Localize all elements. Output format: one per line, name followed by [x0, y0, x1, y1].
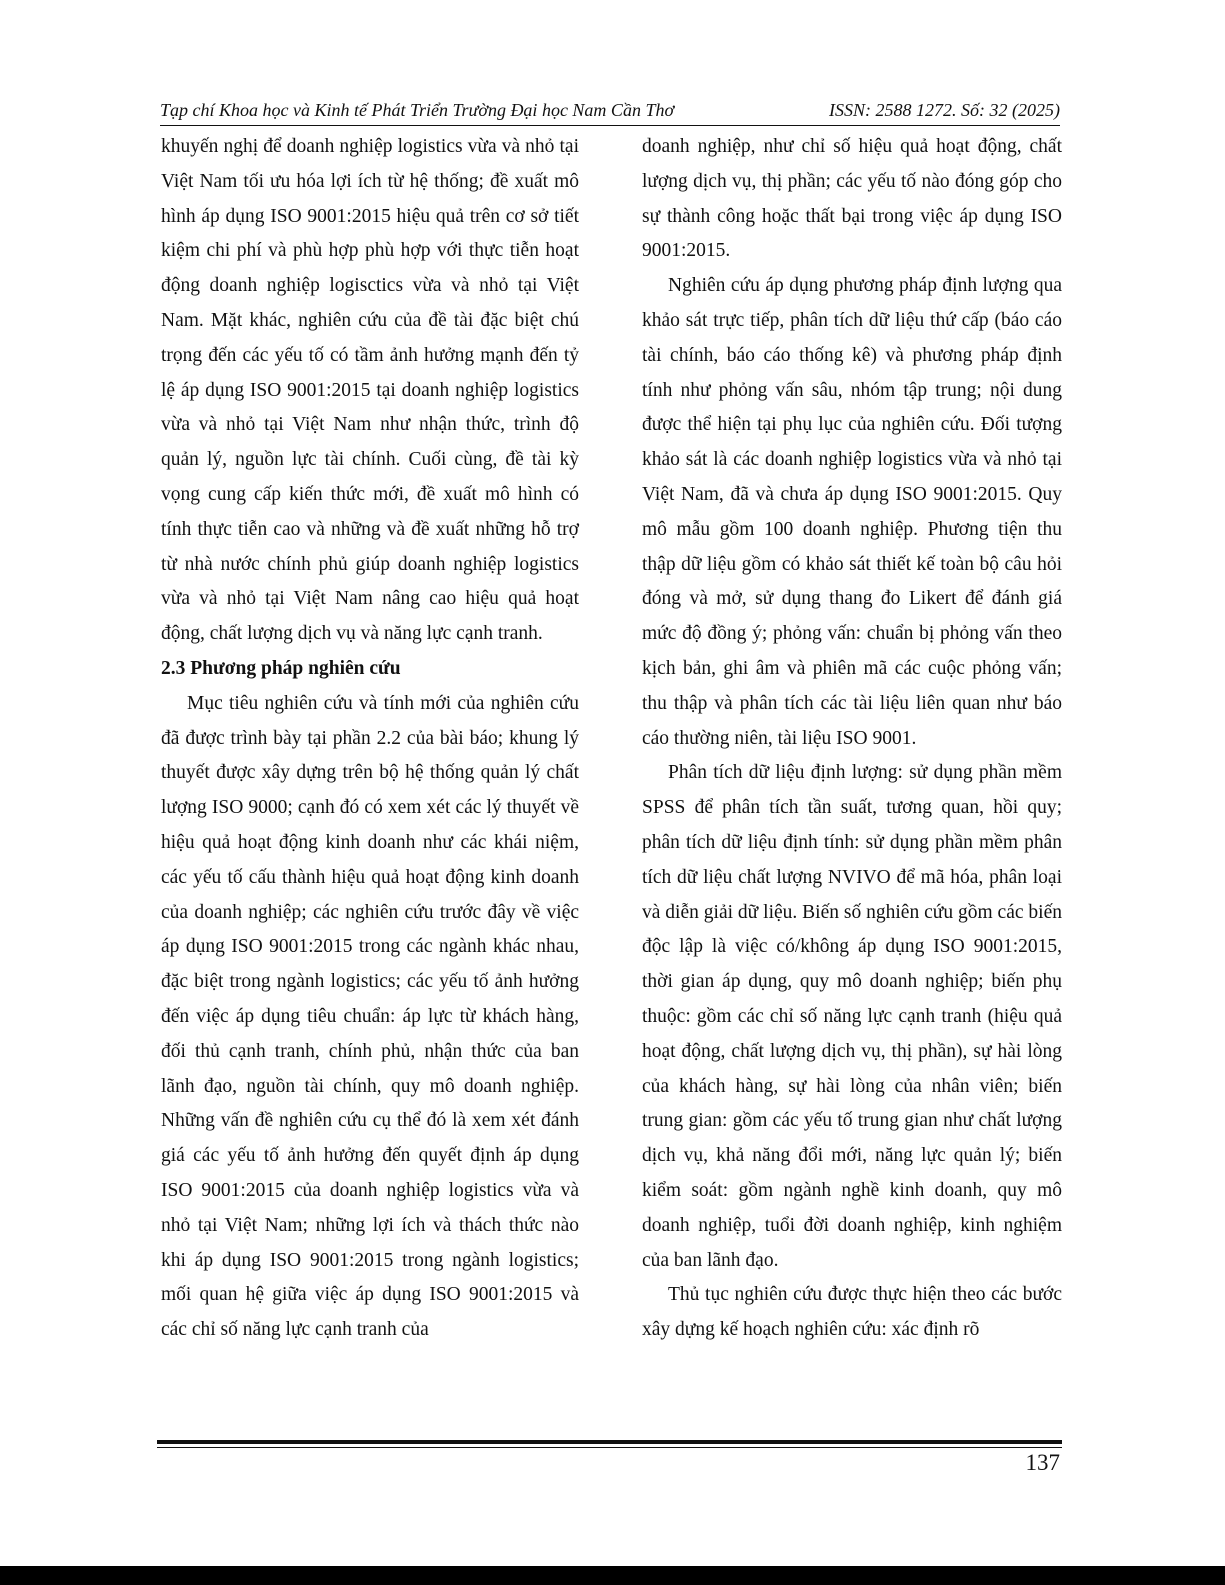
journal-title: Tạp chí Khoa học và Kinh tế Phát Triển Trường Đại học Nam Cần Thơ — [160, 100, 675, 120]
paragraph-continued: doanh nghiệp, như chỉ số hiệu quả hoạt động, chất lượng dịch vụ, thị phần; các yếu tố nào đóng góp cho sự thành công hoặc thất bại trong việc áp dụng ISO 9001:2015. — [642, 136, 1062, 262]
paragraph-continued: khuyến nghị để doanh nghiệp logistics vừa và nhỏ tại Việt Nam tối ưu hóa lợi ích từ hệ thống; đề xuất mô hình áp dụng ISO 9001:2015 hiệu quả trên cơ sở tiết kiệm chi phí và phù hợp phù hợp với thực tiễn hoạt động doanh nghiệp logisctics vừa và nhỏ tại Việt Nam. Mặt khác, nghiên cứu của đề tài đặc biệt chú trọng đến các yếu tố có tầm ảnh hưởng mạnh đến tỷ lệ áp dụng ISO 9001:2015 tại doanh nghiệp logistics vừa và nhỏ tại Việt Nam như nhận thức, trình độ quản lý, nguồn lực tài chính. Cuối cùng, đề tài kỳ vọng cung cấp kiến thức mới, đề xuất mô hình có tính thực tiễn cao và những và đề xuất những hỗ trợ từ nhà nước chính phủ giúp doanh nghiệp logistics vừa và nhỏ tại Việt Nam nâng cao hiệu quả hoạt động, chất lượng dịch vụ và năng lực cạnh tranh. — [161, 136, 579, 645]
header-rule — [160, 125, 1060, 126]
paragraph: Mục tiêu nghiên cứu và tính mới của nghiên cứu đã được trình bày tại phần 2.2 của bài báo; khung lý thuyết được xây dựng trên bộ hệ thống quản lý chất lượng ISO 9000; cạnh đó có xem xét các lý thuyết về hiệu quả hoạt động kinh doanh như các khái niệm, các yếu tố cấu thành hiệu quả hoạt động kinh doanh của doanh nghiệp; các nghiên cứu trước đây về việc áp dụng ISO 9001:2015 trong các ngành khác nhau, đặc biệt trong ngành logistics; các yếu tố ảnh hưởng đến việc áp dụng tiêu chuẩn: áp lực từ khách hàng, đối thủ cạnh tranh, chính phủ, nhận thức của ban lãnh đạo, nguồn tài chính, quy mô doanh nghiệp. Những vấn đề nghiên cứu cụ thể đó là xem xét đánh giá các yếu tố ảnh hưởng đến quyết định áp dụng ISO 9001:2015 của doanh nghiệp logistics vừa và nhỏ tại Việt Nam; những lợi ích và thách thức nào khi áp dụng ISO 9001:2015 trong ngành logistics; mối quan hệ giữa việc áp dụng ISO 9001:2015 và các chỉ số năng lực cạnh tranh của — [161, 692, 579, 1341]
scan-edge-bar — [0, 1566, 1225, 1585]
footer-rule-thin — [157, 1447, 1062, 1448]
running-header — [160, 96, 1060, 124]
issn-issue: ISSN: 2588 1272. Số: 32 (2025) — [829, 100, 1060, 120]
page-number: 137 — [1025, 1450, 1060, 1475]
paragraph: Phân tích dữ liệu định lượng: sử dụng phần mềm SPSS để phân tích tần suất, tương quan, hồi quy; phân tích dữ liệu định tính: sử dụng phần mềm phân tích dữ liệu chất lượng NVIVO để mã hóa, phân loại và diễn giải dữ liệu. Biến số nghiên cứu gồm các biến độc lập là việc có/không áp dụng ISO 9001:2015, thời gian áp dụng, quy mô doanh nghiệp; biến phụ thuộc: gồm các chỉ số năng lực cạnh tranh (hiệu quả hoạt động, chất lượng dịch vụ, thị phần), sự hài lòng của khách hàng, sự hài lòng của nhân viên; biến trung gian: gồm các yếu tố trung gian như chất lượng dịch vụ, khả năng đổi mới, năng lực quản lý; biến kiểm soát: gồm ngành nghề kinh doanh, quy mô doanh nghiệp, tuổi đời doanh nghiệp, kinh nghiệm của ban lãnh đạo. — [642, 762, 1062, 1271]
footer-rule-thick — [157, 1440, 1062, 1444]
paragraph: Nghiên cứu áp dụng phương pháp định lượng qua khảo sát trực tiếp, phân tích dữ liệu thứ cấp (báo cáo tài chính, báo cáo thống kê) và phương pháp định tính như phỏng vấn sâu, nhóm tập trung; nội dung được thể hiện tại phụ lục của nghiên cứu. Đối tượng khảo sát là các doanh nghiệp logistics vừa và nhỏ tại Việt Nam, đã và chưa áp dụng ISO 9001:2015. Quy mô mẫu gồm 100 doanh nghiệp. Phương tiện thu thập dữ liệu gồm có khảo sát thiết kế toàn bộ câu hỏi đóng và mở, sử dụng thang đo Likert để đánh giá mức độ đồng ý; phỏng vấn: chuẩn bị phỏng vấn theo kịch bản, ghi âm và phiên mã các cuộc phỏng vấn; thu thập và phân tích các tài liệu liên quan như báo cáo thường niên, tài liệu ISO 9001. — [642, 275, 1062, 749]
left-column — [161, 130, 579, 1348]
paragraph: Thủ tục nghiên cứu được thực hiện theo các bước xây dựng kế hoạch nghiên cứu: xác định rõ — [642, 1284, 1062, 1341]
right-column — [642, 130, 1062, 1348]
section-heading: 2.3 Phương pháp nghiên cứu — [161, 657, 401, 679]
